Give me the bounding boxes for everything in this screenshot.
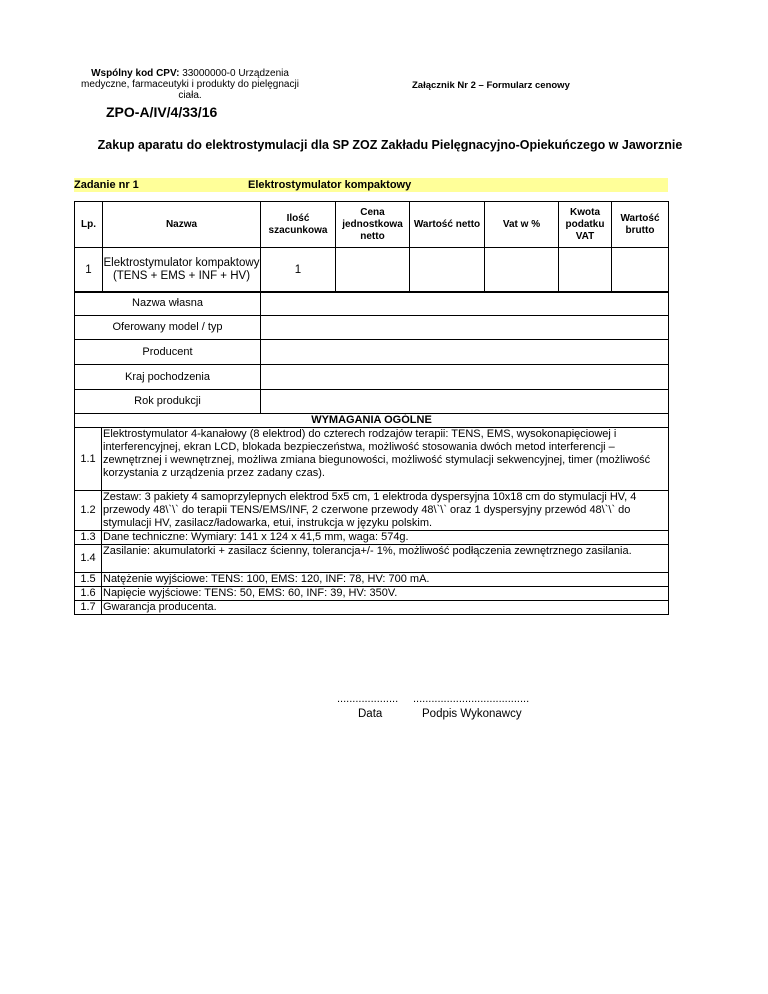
requirement-number: 1.7 — [75, 601, 102, 615]
requirement-number: 1.1 — [75, 428, 102, 491]
info-label: Kraj pochodzenia — [75, 365, 261, 390]
info-row — [75, 390, 669, 414]
requirement-number: 1.2 — [75, 491, 102, 531]
requirement-row — [75, 601, 669, 615]
requirements-table — [74, 413, 669, 615]
info-value-cell[interactable] — [261, 390, 669, 414]
task-label: Zadanie nr 1 — [74, 179, 139, 191]
header-net-value: Wartość netto — [410, 202, 485, 248]
header-quantity: Ilość szacunkowa — [261, 202, 336, 248]
header-name: Nazwa — [103, 202, 261, 248]
info-label: Rok produkcji — [75, 390, 261, 414]
row-vat-percent-cell[interactable] — [485, 248, 559, 293]
info-row — [75, 340, 669, 365]
requirement-row — [75, 545, 669, 573]
header-unit-price: Cena jednostkowa netto — [336, 202, 410, 248]
info-value-cell[interactable] — [261, 365, 669, 390]
requirements-title-row — [75, 414, 669, 428]
header-vat-percent: Vat w % — [485, 202, 559, 248]
requirements-title: WYMAGANIA OGÓLNE — [75, 414, 669, 428]
price-table — [74, 201, 669, 293]
info-row — [75, 365, 669, 390]
requirement-text: Zestaw: 3 pakiety 4 samoprzylepnych elektrod 5x5 cm, 1 elektroda dyspersyjna 10x18 cm do stymulacji HV, 4 przewody 48\`\` do terapii TENS/EMS/INF, 2 czerwone przewody 48\`\` oraz 1 dyspersyjny przewód 48\`\` do stymulacji HV, zasilacz/ładowarka, etui, instrukcja w języku polskim. — [102, 491, 669, 531]
row-gross-value-cell[interactable] — [612, 248, 669, 293]
info-label: Producent — [75, 340, 261, 365]
product-info-table — [74, 291, 669, 414]
date-dotted-line: .................... — [337, 693, 399, 705]
requirement-text: Zasilanie: akumulatorki + zasilacz ścienny, tolerancja+/- 1%, możliwość podłączenia zewnętrznego zasilania. — [102, 545, 669, 573]
requirement-text: Natężenie wyjściowe: TENS: 100, EMS: 120, INF: 78, HV: 700 mA. — [102, 573, 669, 587]
info-label: Oferowany model / typ — [75, 316, 261, 340]
requirement-row — [75, 573, 669, 587]
requirement-row — [75, 491, 669, 531]
info-label: Nazwa własna — [75, 292, 261, 316]
info-value-cell[interactable] — [261, 292, 669, 316]
date-label: Data — [358, 708, 383, 720]
table-header-row — [75, 202, 669, 248]
requirement-number: 1.4 — [75, 545, 102, 573]
requirement-text: Dane techniczne: Wymiary: 141 x 124 x 41,5 mm, waga: 574g. — [102, 531, 669, 545]
header-vat-amount: Kwota podatku VAT — [559, 202, 612, 248]
info-row — [75, 292, 669, 316]
cpv-label: Wspólny kod CPV: — [91, 68, 180, 79]
cpv-block — [70, 68, 310, 101]
attachment-label: Załącznik Nr 2 – Formularz cenowy — [412, 80, 570, 91]
requirement-row — [75, 428, 669, 491]
requirement-text: Gwarancja producenta. — [102, 601, 669, 615]
cpv-value: 33000000-0 Urządzenia medyczne, farmaceutyki i produkty do pielęgnacji ciała. — [81, 68, 299, 101]
signature-label: Podpis Wykonawcy — [422, 708, 522, 720]
row-net-value-cell[interactable] — [410, 248, 485, 293]
signature-dotted-line: ...................................... — [413, 693, 530, 705]
requirement-number: 1.5 — [75, 573, 102, 587]
requirement-text: Napięcie wyjściowe: TENS: 50, EMS: 60, INF: 39, HV: 350V. — [102, 587, 669, 601]
reference-number: ZPO-A/IV/4/33/16 — [106, 104, 218, 120]
requirement-number: 1.3 — [75, 531, 102, 545]
page-title: Zakup aparatu do elektrostymulacji dla SP ZOZ Zakładu Pielęgnacyjno-Opiekuńczego w Jaworznie — [97, 138, 683, 152]
task-bar — [74, 178, 668, 192]
requirement-row — [75, 531, 669, 545]
row-unit-price-cell[interactable] — [336, 248, 410, 293]
row-quantity: 1 — [261, 248, 336, 293]
row-lp: 1 — [75, 248, 103, 293]
table-row — [75, 248, 669, 293]
requirement-number: 1.6 — [75, 587, 102, 601]
info-value-cell[interactable] — [261, 316, 669, 340]
info-row — [75, 316, 669, 340]
requirement-text: Elektrostymulator 4-kanałowy (8 elektrod) do czterech rodzajów terapii: TENS, EMS, wysokonapięciowej i interferencyjnej, ekran LCD, blokada bezpieczeństwa, możliwość stosowania dwóch metod interferencji – zewnętrznej i wewnętrznej, możliwa zmiana biegunowości, możliwość stymulacji sekwencyjnej, timer (możliwość korzystania z urządzenia przez zadany czas). — [102, 428, 669, 491]
row-vat-amount-cell[interactable] — [559, 248, 612, 293]
info-value-cell[interactable] — [261, 340, 669, 365]
requirement-row — [75, 587, 669, 601]
header-lp: Lp. — [75, 202, 103, 248]
task-name: Elektrostymulator kompaktowy — [248, 179, 412, 191]
header-gross-value: Wartość brutto — [612, 202, 669, 248]
row-name: Elektrostymulator kompaktowy (TENS + EMS + INF + HV) — [103, 248, 261, 293]
